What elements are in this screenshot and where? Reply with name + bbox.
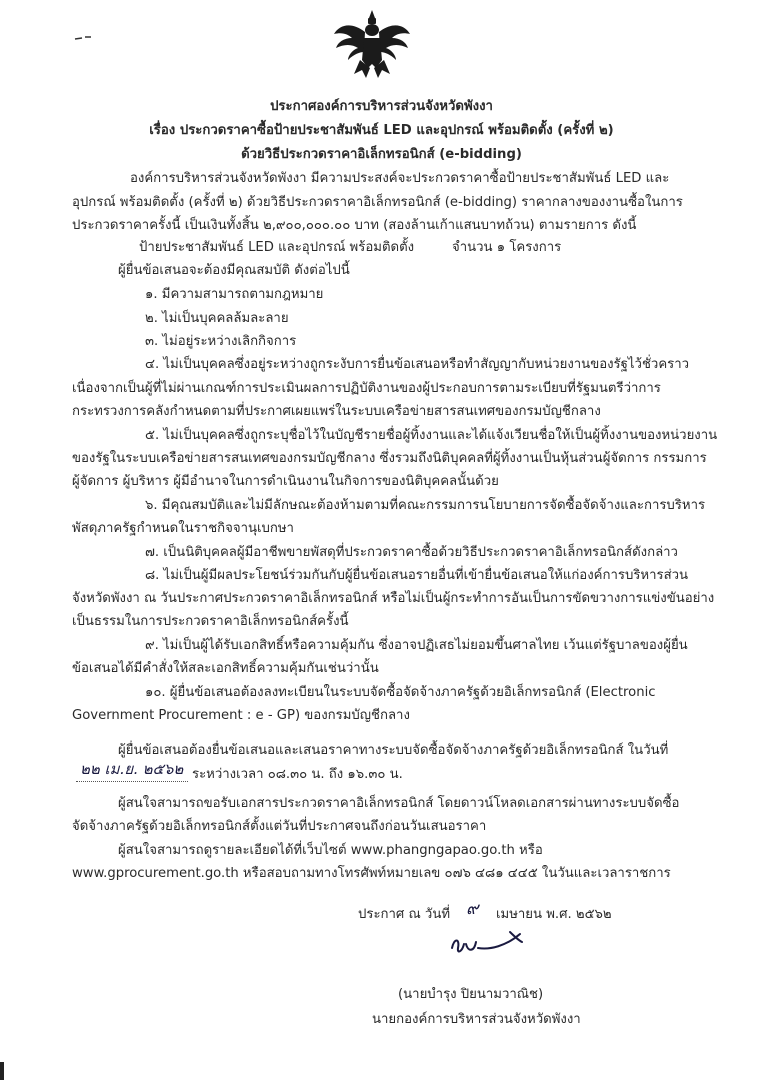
intro-line-2: อุปกรณ์ พร้อมติดตั้ง (ครั้งที่ ๒) ด้วยวิธีประกวดราคาอิเล็กทรอนิกส์ (e-bidding) ราคากลางของงานซื้อในการ	[72, 195, 683, 210]
qualification-1: ๑. มีความสามารถตามกฎหมาย	[145, 287, 324, 302]
qualification-6-line-1: ๖. มีคุณสมบัติและไม่มีลักษณะต้องห้ามตามที่คณะกรรมการนโยบายการจัดซื้อจัดจ้างและการบริหาร	[145, 498, 706, 513]
qualification-10-line-2: Government Procurement : e - GP) ของกรมบัญชีกลาง	[72, 708, 410, 723]
qualification-5-line-2: ของรัฐในระบบเครือข่ายสารสนเทศของกรมบัญชีกลาง ซึ่งรวมถึงนิติบุคคลที่ผู้ทิ้งงานเป็นหุ้นส่วนผู้จัดการ กรรมการ	[72, 451, 707, 466]
qualification-4-line-3: กระทรวงการคลังกำหนดตามที่ประกาศเผยแพร่ในระบบเครือข่ายสารสนเทศของกรมบัญชีกลาง	[72, 404, 601, 419]
qualification-3: ๓. ไม่อยู่ระหว่างเลิกกิจการ	[145, 334, 297, 349]
qualification-8-line-1: ๘. ไม่เป็นผู้มีผลประโยชน์ร่วมกันกับผู้ยื่นข้อเสนอรายอื่นที่เข้ายื่นข้อเสนอให้แก่องค์การบริหารส่วน	[145, 568, 689, 583]
submission-line-1: ผู้ยื่นข้อเสนอต้องยื่นข้อเสนอและเสนอราคาทางระบบจัดซื้อจัดจ้างภาครัฐด้วยอิเล็กทรอนิกส์ ในวันที่	[118, 743, 669, 758]
info-line-1: ผู้สนใจสามารถดูรายละเอียดได้ที่เว็บไซต์ www.phangngapao.go.th หรือ	[118, 843, 543, 858]
qualification-7: ๗. เป็นนิติบุคคลผู้มีอาชีพขายพัสดุที่ประกวดราคาซื้อด้วยวิธีประกวดราคาอิเล็กทรอนิกส์ดังกล่าว	[145, 545, 678, 560]
announcement-method: ด้วยวิธีประกวดราคาอิเล็กทรอนิกส์ (e-bidding)	[241, 147, 522, 162]
qualification-5-line-1: ๕. ไม่เป็นบุคคลซึ่งถูกระบุชื่อไว้ในบัญชีรายชื่อผู้ทิ้งงานและได้แจ้งเวียนชื่อให้เป็นผู้ทิ้งงานของหน่วยงาน	[145, 428, 718, 443]
qualification-4-line-2: เนื่องจากเป็นผู้ที่ไม่ผ่านเกณฑ์การประเมินผลการปฏิบัติงานของผู้ประกอบการตามระเบียบที่รัฐมนตรีว่าการ	[72, 381, 661, 396]
item-quantity: จำนวน ๑ โครงการ	[452, 240, 562, 255]
signature-image	[448, 926, 532, 962]
document-request-line-1: ผู้สนใจสามารถขอรับเอกสารประกวดราคาอิเล็กทรอนิกส์ โดยดาวน์โหลดเอกสารผ่านทางระบบจัดซื้อ	[118, 796, 680, 811]
announcement-subject: เรื่อง ประกวดราคาซื้อป้ายประชาสัมพันธ์ LED และอุปกรณ์ พร้อมติดตั้ง (ครั้งที่ ๒)	[149, 123, 614, 138]
announce-day-handwritten: ๙	[466, 899, 479, 919]
qualification-9-line-1: ๙. ไม่เป็นผู้ได้รับเอกสิทธิ์หรือความคุ้มกัน ซึ่งอาจปฏิเสธไม่ยอมขึ้นศาลไทย เว้นแต่รัฐบาลของผู้ยื่น	[145, 638, 688, 653]
qualification-5-line-3: ผู้จัดการ ผู้บริหาร ผู้มีอำนาจในการดำเนินงานในกิจการของนิติบุคคลนั้นด้วย	[72, 474, 499, 489]
qualification-10-line-1: ๑๐. ผู้ยื่นข้อเสนอต้องลงทะเบียนในระบบจัดซื้อจัดจ้างภาครัฐด้วยอิเล็กทรอนิกส์ (Electronic	[145, 685, 656, 700]
announce-date-prefix: ประกาศ ณ วันที่	[358, 907, 451, 922]
announcement-org-title: ประกาศองค์การบริหารส่วนจังหวัดพังงา	[270, 99, 493, 114]
submission-line-2: ระหว่างเวลา ๐๘.๓๐ น. ถึง ๑๖.๓๐ น.	[192, 767, 403, 782]
info-line-2: www.gprocurement.go.th หรือสอบถามทางโทรศัพท์หมายเลข ๐๗๖ ๔๘๑ ๔๔๕ ในวันและเวลาราชการ	[72, 866, 671, 881]
date-underline	[76, 781, 188, 782]
signer-name: (นายบำรุง ปิยนามวาณิช)	[398, 987, 544, 1002]
garuda-emblem-icon	[332, 8, 412, 80]
qualification-9-line-2: ข้อเสนอได้มีคำสั่งให้สละเอกสิทธิ์ความคุ้มกันเช่นว่านั้น	[72, 661, 379, 676]
scan-edge-mark	[0, 1062, 4, 1080]
intro-line-1: องค์การบริหารส่วนจังหวัดพังงา มีความประสงค์จะประกวดราคาซื้อป้ายประชาสัมพันธ์ LED และ	[130, 171, 670, 186]
qualification-intro: ผู้ยื่นข้อเสนอจะต้องมีคุณสมบัติ ดังต่อไปนี้	[118, 263, 350, 278]
qualification-8-line-3: เป็นธรรมในการประกวดราคาอิเล็กทรอนิกส์ครั้งนี้	[72, 614, 349, 629]
signer-title: นายกองค์การบริหารส่วนจังหวัดพังงา	[372, 1012, 581, 1027]
qualification-4-line-1: ๔. ไม่เป็นบุคคลซึ่งอยู่ระหว่างถูกระงับการยื่นข้อเสนอหรือทำสัญญากับหน่วยงานของรัฐไว้ชั่วคราว	[145, 357, 690, 372]
intro-line-3: ประกวดราคาครั้งนี้ เป็นเงินทั้งสิ้น ๒,๙๐๐,๐๐๐.๐๐ บาท (สองล้านเก้าแสนบาทถ้วน) ตามรายการ ดังนี้	[72, 218, 637, 233]
item-name: ป้ายประชาสัมพันธ์ LED และอุปกรณ์ พร้อมติดตั้ง	[139, 240, 415, 255]
announce-date-suffix: เมษายน พ.ศ. ๒๕๖๒	[496, 907, 612, 922]
qualification-8-line-2: จังหวัดพังงา ณ วันประกาศประกวดราคาอิเล็กทรอนิกส์ หรือไม่เป็นผู้กระทำการอันเป็นการขัดขวางการแข่งขันอย่าง	[72, 591, 715, 606]
scan-mark-icon	[74, 26, 92, 30]
submission-date-handwritten: ๒๒ เม.ย. ๒๕๖๒	[80, 760, 184, 778]
qualification-6-line-2: พัสดุภาครัฐกำหนดในราชกิจจานุเบกษา	[72, 521, 294, 536]
qualification-2: ๒. ไม่เป็นบุคคลล้มละลาย	[145, 311, 289, 326]
document-request-line-2: จัดจ้างภาครัฐด้วยอิเล็กทรอนิกส์ตั้งแต่วันที่ประกาศจนถึงก่อนวันเสนอราคา	[72, 819, 487, 834]
